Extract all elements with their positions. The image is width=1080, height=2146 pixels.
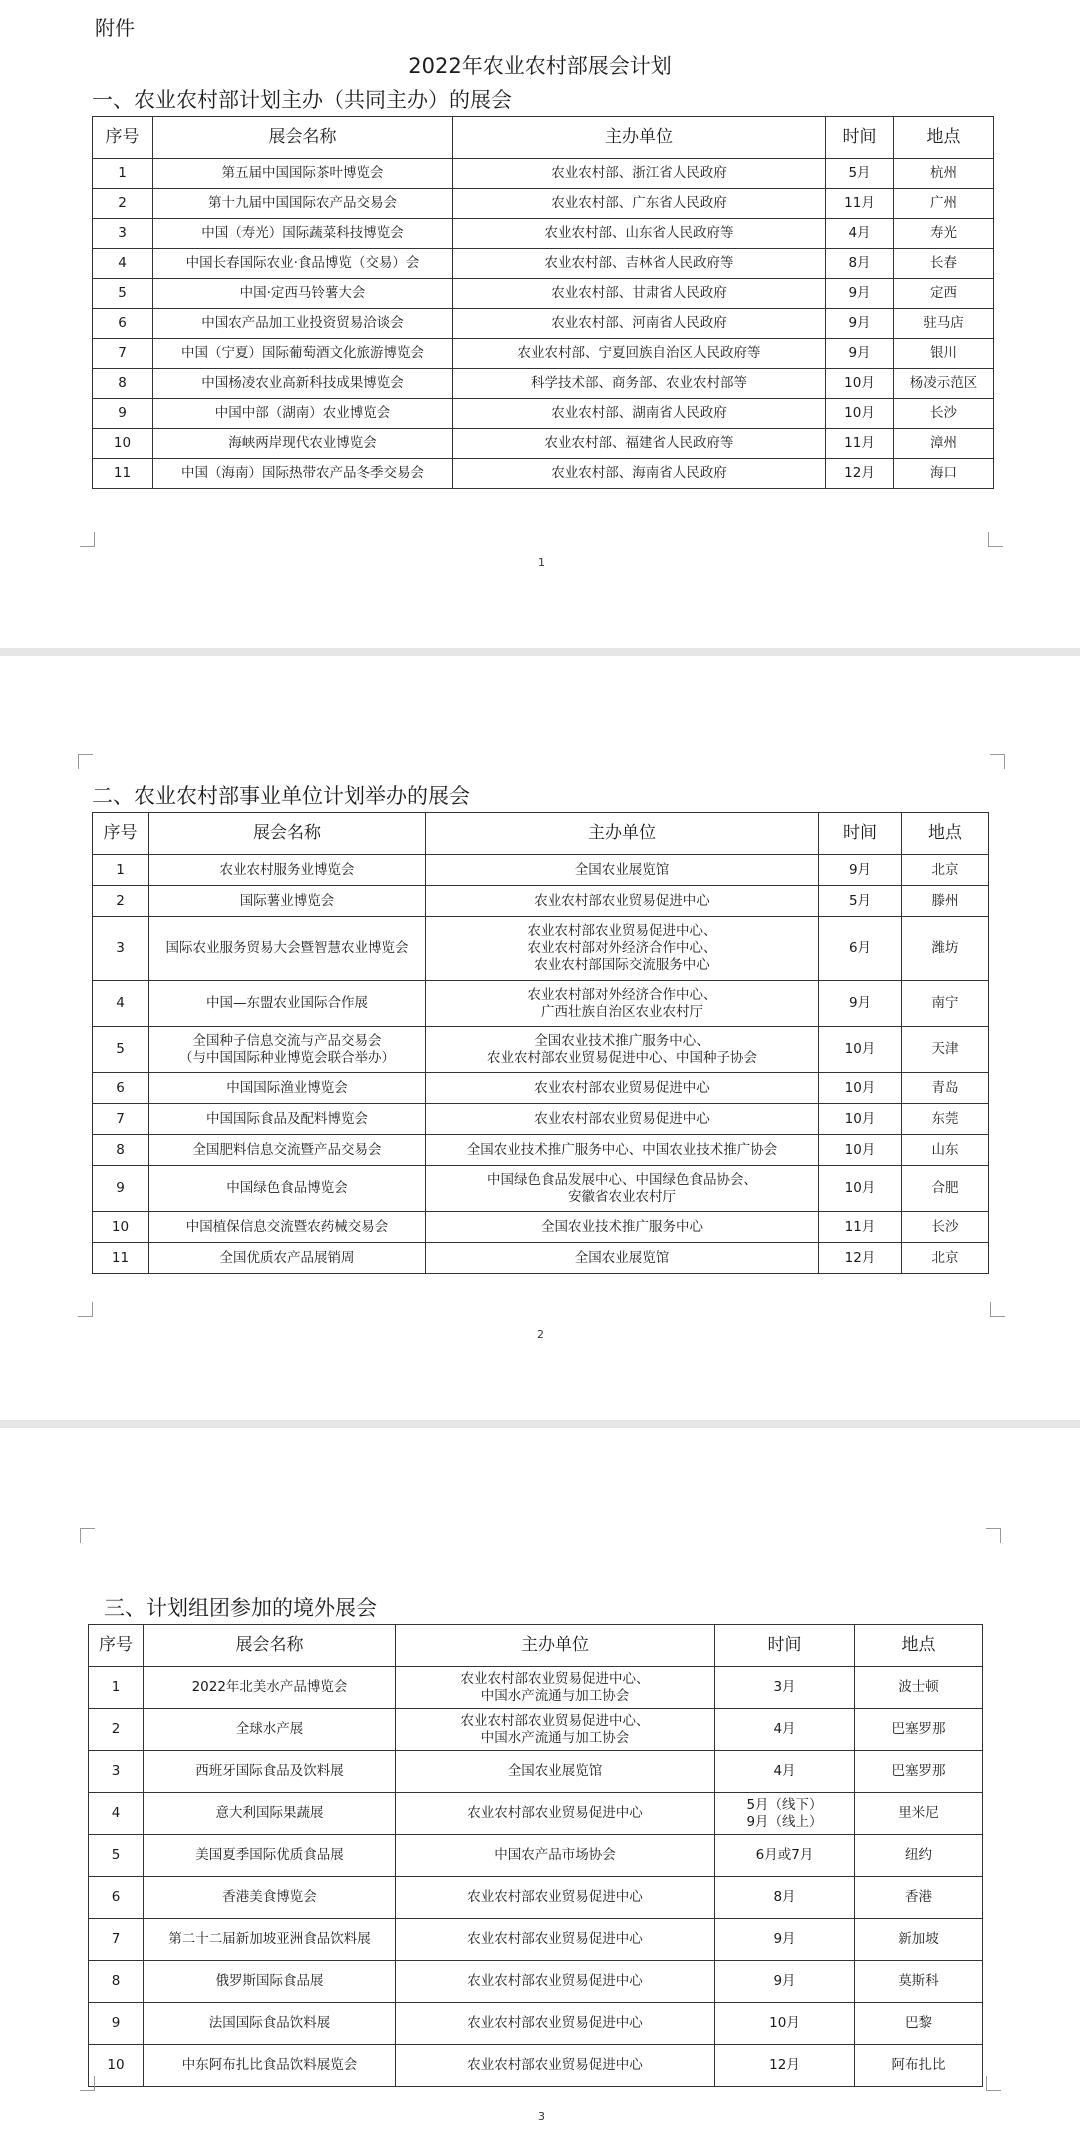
- cell-location: 长沙: [894, 399, 994, 429]
- cell-time: 10月: [715, 2003, 855, 2045]
- cell-time: 5月: [826, 159, 894, 189]
- header-expo-name: 展会名称: [153, 117, 453, 159]
- cell-organizer: 全国农业技术推广服务中心: [426, 1212, 819, 1243]
- table-row: [93, 429, 994, 459]
- cell-index: 5: [89, 1835, 144, 1877]
- table-row: [93, 886, 989, 917]
- cell-organizer: 农业农村部、河南省人民政府: [453, 309, 826, 339]
- cell-index: 6: [89, 1877, 144, 1919]
- header-expo-name: 展会名称: [144, 1625, 396, 1667]
- cell-index: 3: [93, 219, 153, 249]
- table-row: [93, 339, 994, 369]
- table-row: [93, 219, 994, 249]
- cell-expo-name: 全国优质农产品展销周: [149, 1243, 426, 1274]
- table-row: [89, 1667, 983, 1709]
- cell-organizer: 农业农村部、吉林省人民政府等: [453, 249, 826, 279]
- table-row: [93, 1166, 989, 1212]
- crop-mark: [78, 754, 93, 769]
- cell-location: 东莞: [902, 1104, 989, 1135]
- table-row: [93, 855, 989, 886]
- page-number: 3: [538, 2110, 545, 2123]
- crop-mark: [986, 2076, 1001, 2091]
- header-time: 时间: [715, 1625, 855, 1667]
- cell-index: 10: [89, 2045, 144, 2087]
- cell-organizer: 农业农村部农业贸易促进中心、 农业农村部对外经济合作中心、 农业农村部国际交流服务中心: [426, 917, 819, 981]
- cell-organizer: 中国绿色食品发展中心、中国绿色食品协会、 安徽省农业农村厅: [426, 1166, 819, 1212]
- cell-organizer: 农业农村部、甘肃省人民政府: [453, 279, 826, 309]
- cell-location: 山东: [902, 1135, 989, 1166]
- cell-index: 7: [93, 339, 153, 369]
- table-row: [93, 159, 994, 189]
- cell-expo-name: 中国·定西马铃薯大会: [153, 279, 453, 309]
- crop-mark: [78, 1302, 93, 1317]
- table-row: [89, 2003, 983, 2045]
- cell-time: 9月: [826, 309, 894, 339]
- cell-expo-name: 香港美食博览会: [144, 1877, 396, 1919]
- cell-time: 12月: [819, 1243, 902, 1274]
- cell-index: 1: [93, 855, 149, 886]
- cell-expo-name: 中国农产品加工业投资贸易洽谈会: [153, 309, 453, 339]
- table-row: [93, 917, 989, 981]
- cell-expo-name: 农业农村服务业博览会: [149, 855, 426, 886]
- cell-location: 纽约: [855, 1835, 983, 1877]
- cell-organizer: 全国农业展览馆: [426, 1243, 819, 1274]
- cell-time: 9月: [826, 279, 894, 309]
- cell-location: 杭州: [894, 159, 994, 189]
- cell-organizer: 全国农业技术推广服务中心、中国农业技术推广协会: [426, 1135, 819, 1166]
- table-row: [89, 1751, 983, 1793]
- cell-organizer: 农业农村部对外经济合作中心、 广西壮族自治区农业农村厅: [426, 981, 819, 1027]
- crop-mark: [990, 1302, 1005, 1317]
- cell-time: 12月: [715, 2045, 855, 2087]
- cell-time: 10月: [819, 1027, 902, 1073]
- cell-organizer: 农业农村部农业贸易促进中心: [396, 2003, 715, 2045]
- cell-location: 北京: [902, 855, 989, 886]
- crop-mark: [80, 1528, 95, 1543]
- cell-time: 10月: [826, 369, 894, 399]
- cell-expo-name: 中国（海南）国际热带农产品冬季交易会: [153, 459, 453, 489]
- cell-index: 2: [93, 189, 153, 219]
- cell-index: 9: [93, 399, 153, 429]
- table-row: [89, 1877, 983, 1919]
- cell-index: 4: [93, 981, 149, 1027]
- crop-mark: [80, 2076, 95, 2091]
- section-3-title: 三、计划组团参加的境外展会: [104, 1596, 377, 1620]
- cell-organizer: 农业农村部农业贸易促进中心: [426, 1073, 819, 1104]
- cell-expo-name: 中东阿布扎比食品饮料展览会: [144, 2045, 396, 2087]
- cell-time: 5月（线下） 9月（线上）: [715, 1793, 855, 1835]
- cell-time: 9月: [826, 339, 894, 369]
- cell-expo-name: 中国—东盟农业国际合作展: [149, 981, 426, 1027]
- cell-index: 3: [89, 1751, 144, 1793]
- cell-index: 10: [93, 429, 153, 459]
- cell-location: 滕州: [902, 886, 989, 917]
- cell-index: 4: [89, 1793, 144, 1835]
- cell-location: 海口: [894, 459, 994, 489]
- cell-location: 南宁: [902, 981, 989, 1027]
- cell-location: 青岛: [902, 1073, 989, 1104]
- cell-index: 7: [89, 1919, 144, 1961]
- cell-location: 银川: [894, 339, 994, 369]
- cell-organizer: 全国农业技术推广服务中心、 农业农村部农业贸易促进中心、中国种子协会: [426, 1027, 819, 1073]
- cell-organizer: 农业农村部、福建省人民政府等: [453, 429, 826, 459]
- table-row: [89, 1961, 983, 2003]
- cell-organizer: 农业农村部、山东省人民政府等: [453, 219, 826, 249]
- cell-expo-name: 中国（宁夏）国际葡萄酒文化旅游博览会: [153, 339, 453, 369]
- cell-time: 9月: [819, 855, 902, 886]
- cell-time: 9月: [715, 1919, 855, 1961]
- cell-location: 波士顿: [855, 1667, 983, 1709]
- cell-time: 5月: [819, 886, 902, 917]
- cell-time: 4月: [715, 1709, 855, 1751]
- cell-expo-name: 第十九届中国国际农产品交易会: [153, 189, 453, 219]
- table-section-3: [88, 1624, 983, 2087]
- cell-organizer: 农业农村部农业贸易促进中心: [426, 886, 819, 917]
- cell-organizer: 农业农村部、湖南省人民政府: [453, 399, 826, 429]
- cell-time: 10月: [826, 399, 894, 429]
- header-time: 时间: [826, 117, 894, 159]
- page-1: [0, 0, 1080, 648]
- cell-time: 11月: [826, 429, 894, 459]
- cell-expo-name: 第二十二届新加坡亚洲食品饮料展: [144, 1919, 396, 1961]
- header-location: 地点: [894, 117, 994, 159]
- table-row: [93, 1243, 989, 1274]
- cell-index: 8: [89, 1961, 144, 2003]
- table-row: [93, 249, 994, 279]
- cell-expo-name: 2022年北美水产品博览会: [144, 1667, 396, 1709]
- cell-location: 寿光: [894, 219, 994, 249]
- cell-organizer: 农业农村部农业贸易促进中心、 中国水产流通与加工协会: [396, 1709, 715, 1751]
- cell-location: 长春: [894, 249, 994, 279]
- cell-organizer: 全国农业展览馆: [426, 855, 819, 886]
- cell-time: 9月: [715, 1961, 855, 2003]
- cell-expo-name: 法国国际食品饮料展: [144, 2003, 396, 2045]
- page-separator: [0, 1420, 1080, 1428]
- cell-time: 10月: [819, 1166, 902, 1212]
- document-title: 2022年农业农村部展会计划: [408, 54, 672, 78]
- crop-mark: [986, 1528, 1001, 1543]
- table-row: [93, 1027, 989, 1073]
- cell-index: 11: [93, 459, 153, 489]
- header-location: 地点: [902, 813, 989, 855]
- cell-expo-name: 中国国际食品及配料博览会: [149, 1104, 426, 1135]
- table-row: [93, 1135, 989, 1166]
- cell-index: 5: [93, 1027, 149, 1073]
- header-organizer: 主办单位: [426, 813, 819, 855]
- cell-index: 7: [93, 1104, 149, 1135]
- cell-location: 广州: [894, 189, 994, 219]
- cell-expo-name: 中国长春国际农业·食品博览（交易）会: [153, 249, 453, 279]
- cell-index: 9: [93, 1166, 149, 1212]
- cell-location: 莫斯科: [855, 1961, 983, 2003]
- cell-location: 北京: [902, 1243, 989, 1274]
- table-row: [93, 189, 994, 219]
- table-row: [89, 1793, 983, 1835]
- cell-time: 4月: [715, 1751, 855, 1793]
- cell-time: 8月: [715, 1877, 855, 1919]
- cell-time: 3月: [715, 1667, 855, 1709]
- table-row: [93, 369, 994, 399]
- header-expo-name: 展会名称: [149, 813, 426, 855]
- cell-expo-name: 意大利国际果蔬展: [144, 1793, 396, 1835]
- cell-time: 11月: [826, 189, 894, 219]
- cell-expo-name: 中国绿色食品博览会: [149, 1166, 426, 1212]
- table-section-1: [92, 116, 994, 489]
- cell-time: 8月: [826, 249, 894, 279]
- cell-location: 巴黎: [855, 2003, 983, 2045]
- header-index: 序号: [89, 1625, 144, 1667]
- table-row: [89, 1835, 983, 1877]
- cell-expo-name: 中国杨凌农业高新科技成果博览会: [153, 369, 453, 399]
- cell-location: 合肥: [902, 1166, 989, 1212]
- cell-location: 香港: [855, 1877, 983, 1919]
- page-number: 1: [538, 556, 545, 569]
- cell-location: 阿布扎比: [855, 2045, 983, 2087]
- header-time: 时间: [819, 813, 902, 855]
- cell-index: 3: [93, 917, 149, 981]
- cell-index: 6: [93, 309, 153, 339]
- table-row: [89, 2045, 983, 2087]
- header-location: 地点: [855, 1625, 983, 1667]
- cell-time: 6月: [819, 917, 902, 981]
- section-2-title: 二、农业农村部事业单位计划举办的展会: [92, 784, 470, 808]
- header-index: 序号: [93, 813, 149, 855]
- cell-expo-name: 美国夏季国际优质食品展: [144, 1835, 396, 1877]
- cell-organizer: 农业农村部农业贸易促进中心: [396, 1877, 715, 1919]
- table-row: [89, 1919, 983, 1961]
- cell-expo-name: 第五届中国国际茶叶博览会: [153, 159, 453, 189]
- cell-index: 6: [93, 1073, 149, 1104]
- cell-time: 10月: [819, 1104, 902, 1135]
- table-row: [93, 279, 994, 309]
- table-row: [93, 981, 989, 1027]
- cell-index: 2: [93, 886, 149, 917]
- cell-expo-name: 中国中部（湖南）农业博览会: [153, 399, 453, 429]
- cell-location: 巴塞罗那: [855, 1751, 983, 1793]
- cell-location: 天津: [902, 1027, 989, 1073]
- crop-mark: [988, 532, 1003, 547]
- cell-location: 定西: [894, 279, 994, 309]
- cell-index: 8: [93, 1135, 149, 1166]
- cell-time: 10月: [819, 1073, 902, 1104]
- page-number: 2: [537, 1328, 544, 1341]
- cell-organizer: 农业农村部农业贸易促进中心、 中国水产流通与加工协会: [396, 1667, 715, 1709]
- cell-organizer: 农业农村部、宁夏回族自治区人民政府等: [453, 339, 826, 369]
- cell-location: 长沙: [902, 1212, 989, 1243]
- cell-expo-name: 国际农业服务贸易大会暨智慧农业博览会: [149, 917, 426, 981]
- cell-expo-name: 国际薯业博览会: [149, 886, 426, 917]
- cell-organizer: 农业农村部农业贸易促进中心: [396, 2045, 715, 2087]
- cell-index: 11: [93, 1243, 149, 1274]
- cell-organizer: 农业农村部农业贸易促进中心: [396, 1793, 715, 1835]
- cell-location: 潍坊: [902, 917, 989, 981]
- cell-index: 10: [93, 1212, 149, 1243]
- table-row: [93, 1073, 989, 1104]
- table-row: [93, 1212, 989, 1243]
- cell-index: 1: [93, 159, 153, 189]
- cell-organizer: 科学技术部、商务部、农业农村部等: [453, 369, 826, 399]
- cell-organizer: 农业农村部、海南省人民政府: [453, 459, 826, 489]
- cell-index: 1: [89, 1667, 144, 1709]
- cell-expo-name: 海峡两岸现代农业博览会: [153, 429, 453, 459]
- cell-expo-name: 全国种子信息交流与产品交易会 （与中国国际种业博览会联合举办）: [149, 1027, 426, 1073]
- cell-location: 漳州: [894, 429, 994, 459]
- cell-index: 8: [93, 369, 153, 399]
- cell-index: 9: [89, 2003, 144, 2045]
- cell-time: 9月: [819, 981, 902, 1027]
- cell-time: 6月或7月: [715, 1835, 855, 1877]
- cell-expo-name: 中国植保信息交流暨农药械交易会: [149, 1212, 426, 1243]
- crop-mark: [80, 532, 95, 547]
- cell-expo-name: 西班牙国际食品及饮料展: [144, 1751, 396, 1793]
- table-row: [93, 309, 994, 339]
- cell-organizer: 农业农村部、广东省人民政府: [453, 189, 826, 219]
- cell-time: 10月: [819, 1135, 902, 1166]
- table-section-2: [92, 812, 989, 1274]
- cell-expo-name: 中国（寿光）国际蔬菜科技博览会: [153, 219, 453, 249]
- cell-organizer: 农业农村部、浙江省人民政府: [453, 159, 826, 189]
- page-3: [0, 1428, 1080, 2146]
- cell-time: 12月: [826, 459, 894, 489]
- table-row: [93, 1104, 989, 1135]
- cell-index: 4: [93, 249, 153, 279]
- section-1-title: 一、农业农村部计划主办（共同主办）的展会: [92, 88, 512, 112]
- cell-location: 杨凌示范区: [894, 369, 994, 399]
- cell-index: 5: [93, 279, 153, 309]
- cell-expo-name: 全国肥料信息交流暨产品交易会: [149, 1135, 426, 1166]
- cell-organizer: 农业农村部农业贸易促进中心: [396, 1919, 715, 1961]
- cell-organizer: 全国农业展览馆: [396, 1751, 715, 1793]
- cell-time: 11月: [819, 1212, 902, 1243]
- cell-organizer: 中国农产品市场协会: [396, 1835, 715, 1877]
- header-organizer: 主办单位: [453, 117, 826, 159]
- cell-location: 新加坡: [855, 1919, 983, 1961]
- cell-organizer: 农业农村部农业贸易促进中心: [396, 1961, 715, 2003]
- table-row: [89, 1709, 983, 1751]
- attachment-label: 附件: [95, 16, 135, 40]
- cell-organizer: 农业农村部农业贸易促进中心: [426, 1104, 819, 1135]
- cell-index: 2: [89, 1709, 144, 1751]
- page-2: [0, 656, 1080, 1420]
- table-row: [93, 399, 994, 429]
- page-separator: [0, 648, 1080, 656]
- cell-expo-name: 俄罗斯国际食品展: [144, 1961, 396, 2003]
- cell-expo-name: 全球水产展: [144, 1709, 396, 1751]
- cell-expo-name: 中国国际渔业博览会: [149, 1073, 426, 1104]
- cell-location: 驻马店: [894, 309, 994, 339]
- crop-mark: [990, 754, 1005, 769]
- cell-location: 巴塞罗那: [855, 1709, 983, 1751]
- header-index: 序号: [93, 117, 153, 159]
- table-row: [93, 459, 994, 489]
- cell-location: 里米尼: [855, 1793, 983, 1835]
- header-organizer: 主办单位: [396, 1625, 715, 1667]
- cell-time: 4月: [826, 219, 894, 249]
